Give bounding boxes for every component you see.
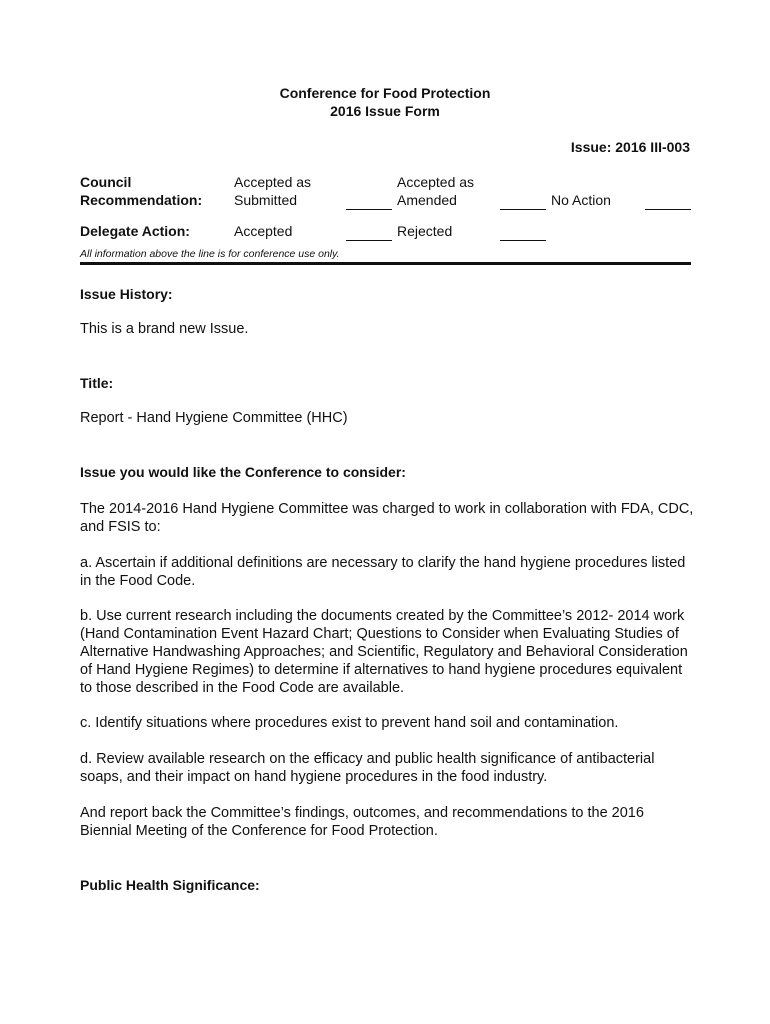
blank-accepted-amended[interactable] — [500, 209, 546, 210]
title-heading: Title: — [80, 375, 114, 391]
council-label-line1: Council — [80, 174, 132, 190]
title-text: Report - Hand Hygiene Committee (HHC) — [80, 410, 348, 426]
blank-accepted-submitted[interactable] — [346, 209, 392, 210]
conference-use-divider — [80, 262, 691, 265]
delegate-label: Delegate Action: — [80, 223, 190, 239]
blank-no-action[interactable] — [645, 209, 691, 210]
paragraph-intro: The 2014-2016 Hand Hygiene Committee was charged to work in collaboration with FDA, CDC, and FSIS to: — [80, 501, 694, 535]
paragraph-a: a. Ascertain if additional definitions are necessary to clarify the hand hygiene procedures listed in the Food Code. — [80, 555, 686, 589]
paragraph-d: d. Review available research on the efficacy and public health significance of antibacterial soaps, and their impact on hand hygiene procedures in the food industry. — [80, 751, 655, 785]
public-health-heading: Public Health Significance: — [80, 877, 260, 893]
issue-history-heading: Issue History: — [80, 286, 173, 302]
option-accepted: Accepted — [234, 223, 293, 239]
issue-number: Issue: 2016 III-003 — [570, 139, 690, 155]
option-accepted-amended-line1: Accepted as — [397, 174, 475, 190]
paragraph-report: And report back the Committee’s findings, outcomes, and recommendations to the 2016 Biennial Meeting of the Conference for Food Protection. — [80, 805, 644, 839]
paragraph-c: c. Identify situations where procedures exist to prevent hand soil and contamination. — [80, 715, 619, 731]
document-subtitle: 2016 Issue Form — [330, 103, 440, 119]
option-accepted-submitted-line1: Accepted as — [234, 174, 312, 190]
blank-accepted[interactable] — [346, 240, 392, 241]
document-title: Conference for Food Protection — [279, 85, 491, 101]
issue-history-text: This is a brand new Issue. — [80, 321, 249, 337]
option-no-action: No Action — [551, 192, 611, 208]
blank-rejected[interactable] — [500, 240, 546, 241]
option-rejected: Rejected — [397, 223, 453, 239]
option-accepted-amended-line2: Amended — [397, 192, 457, 208]
consider-heading: Issue you would like the Conference to consider: — [80, 464, 406, 480]
paragraph-b: b. Use current research including the documents created by the Committee’s 2012- 2014 work (Hand Contamination Event Hazard Chart; Questions to Consider when Evaluating Studies of Alternative Handwashing Approaches; and Scientific, Regulatory and Behavioral Consideration of Hand Hygiene Regimes) to determine if alternatives to hand hygiene procedures equivalent to those described in the Food Code are available. — [80, 608, 688, 696]
option-accepted-submitted-line2: Submitted — [234, 192, 298, 208]
conference-use-note: All information above the line is for conference use only. — [80, 248, 340, 260]
council-label-line2: Recommendation: — [80, 192, 203, 208]
